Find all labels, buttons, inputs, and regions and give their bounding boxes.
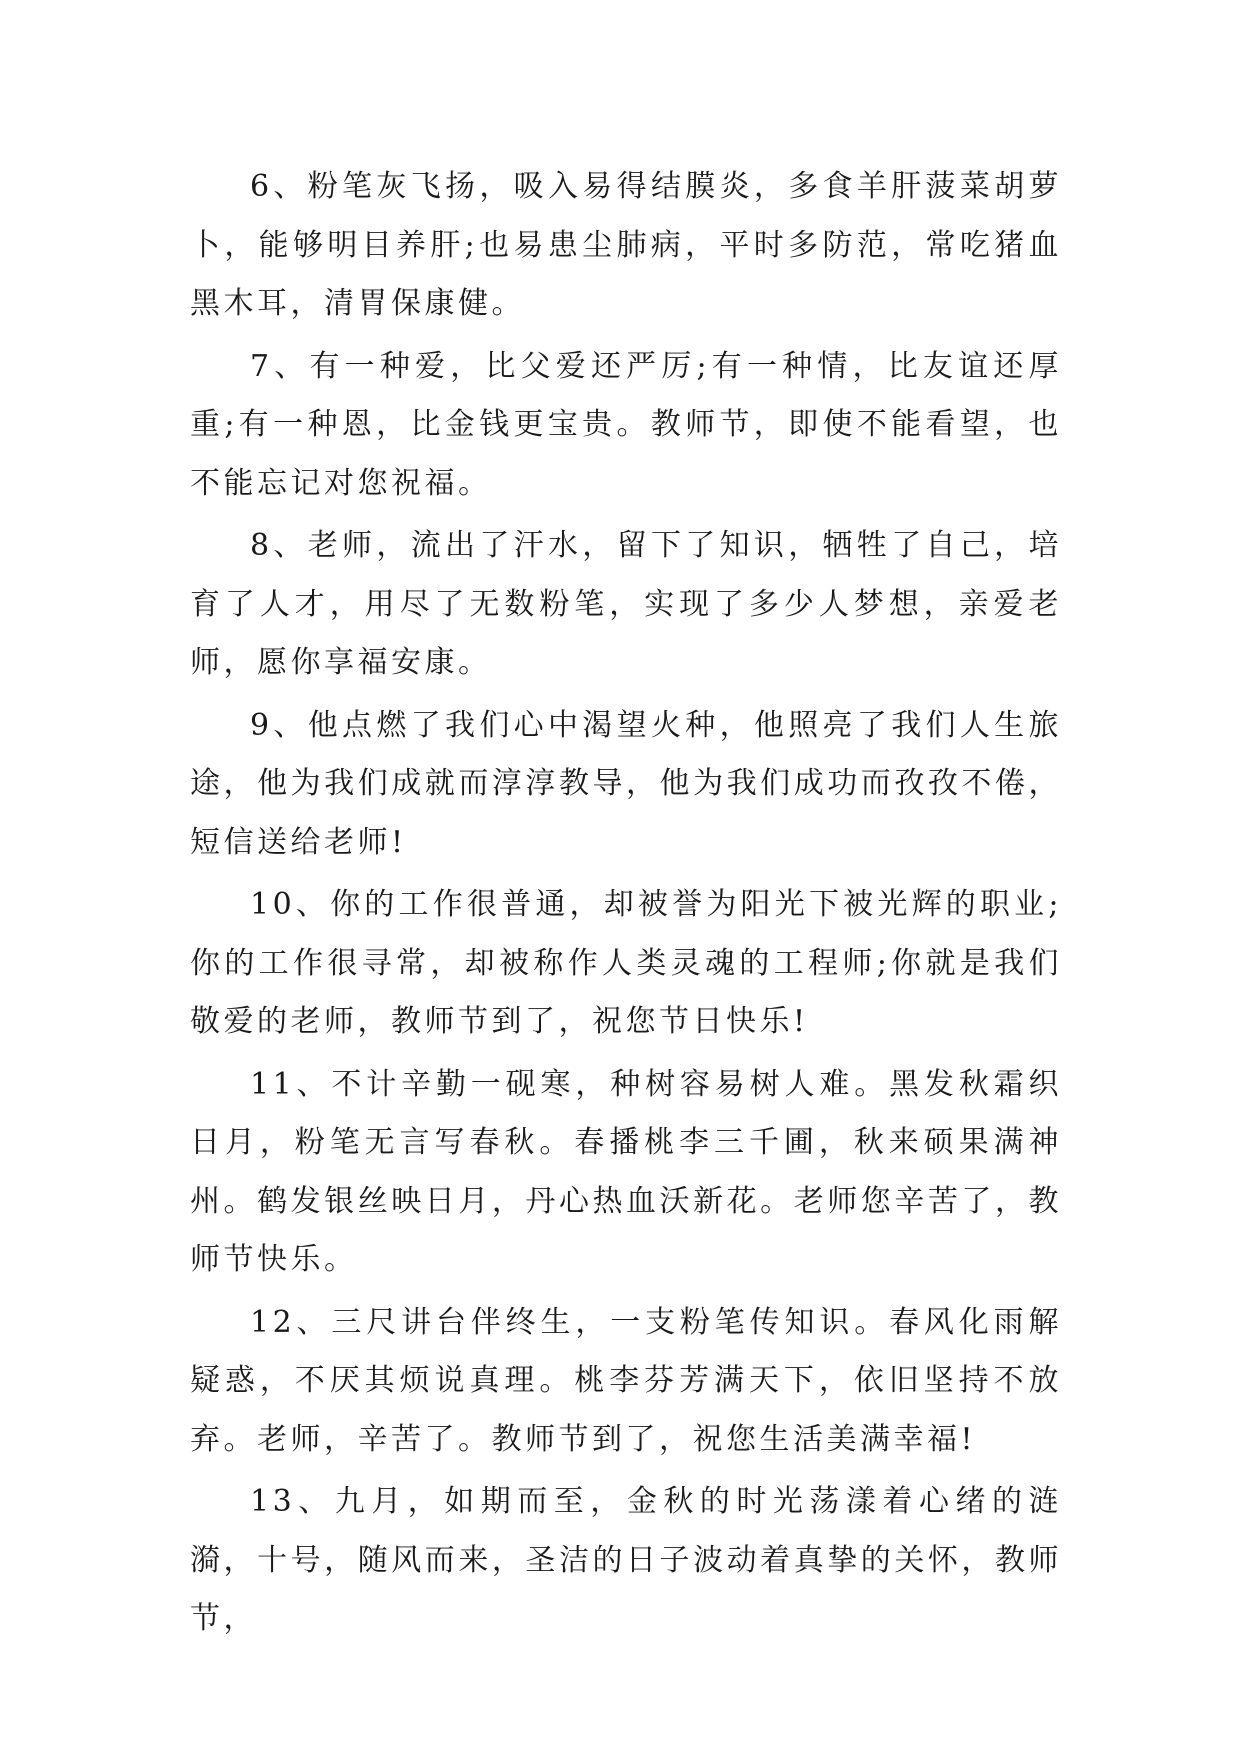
paragraph-6: 6、粉笔灰飞扬，吸入易得结膜炎，多食羊肝菠菜胡萝卜，能够明目养肝;也易患尘肺病，平时多防范，常吃猪血黑木耳，清胃保康健。 — [190, 169, 1062, 321]
paragraph-8: 8、老师，流出了汗水，留下了知识，牺牲了自己，培育了人才，用尽了无数粉笔，实现了多少人梦想，亲爱老师，愿你享福安康。 — [190, 528, 1062, 680]
paragraph-11: 11、不计辛勤一砚寒，种树容易树人难。黑发秋霜织日月，粉笔无言写春秋。春播桃李三千圃，秋来硕果满神州。鹤发银丝映日月，丹心热血沃新花。老师您辛苦了，教师节快乐。 — [190, 1066, 1062, 1277]
document-body — [190, 158, 1062, 1653]
paragraph-7: 7、有一种爱，比父爱还严厉;有一种情，比友谊还厚重;有一种恩，比金钱更宝贵。教师节，即使不能看望，也不能忘记对您祝福。 — [190, 348, 1062, 501]
paragraph-10: 10、你的工作很普通，却被誉为阳光下被光辉的职业;你的工作很寻常，却被称作人类灵魂的工程师;你就是我们敬爱的老师，教师节到了，祝您节日快乐! — [190, 887, 1062, 1039]
paragraph-12: 12、三尺讲台伴终生，一支粉笔传知识。春风化雨解疑惑，不厌其烦说真理。桃李芬芳满天下，依旧坚持不放弃。老师，辛苦了。教师节到了，祝您生活美满幸福! — [190, 1304, 1062, 1457]
paragraph-9: 9、他点燃了我们心中渴望火种，他照亮了我们人生旅途，他为我们成就而淳淳教导，他为我们成功而孜孜不倦，短信送给老师! — [190, 707, 1062, 860]
paragraph-13: 13、九月，如期而至，金秋的时光荡漾着心绪的涟漪，十号，随风而来，圣洁的日子波动着真挚的关怀，教师节， — [190, 1484, 1062, 1636]
